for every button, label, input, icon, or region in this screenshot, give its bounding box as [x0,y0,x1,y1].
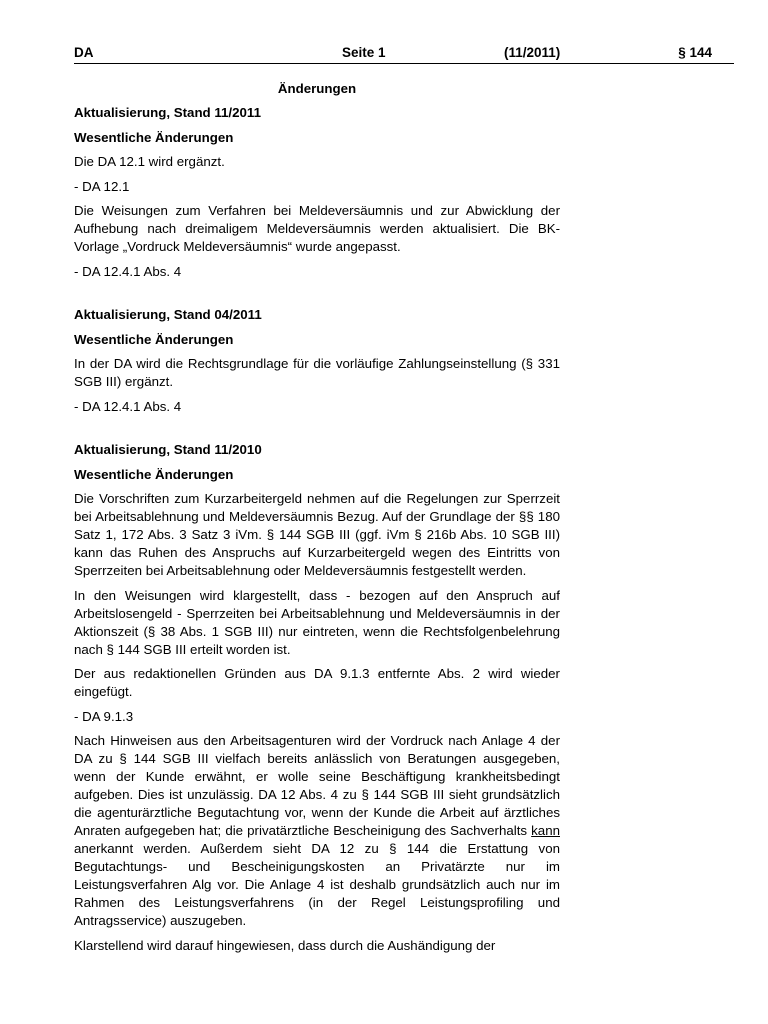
paragraph-text: anerkannt werden. Außerdem sieht DA 12 zu § 144 die Erstattung von Begutachtungs- und Bescheinigungskosten an Privatärzte nur im Leistungsverfahren Alg vor. Die Anlage 4 ist deshalb grundsätzlich auch nur im Rahmen des Leistungsverfahrens (in der Regel Leistungsprofiling und Antragsservice) auszugeben. [74,841,560,928]
document-body [74,80,560,961]
reference-line: - DA 12.4.1 Abs. 4 [74,263,182,279]
paragraph: Die DA 12.1 wird ergänzt. [74,154,225,169]
reference-line: - DA 9.1.3 [74,708,134,724]
section-subheading: Wesentliche Änderungen [74,331,234,347]
section-subheading: Wesentliche Änderungen [74,129,234,145]
paragraph: In den Weisungen wird klargestellt, dass - bezogen auf den Anspruch auf Arbeitslosengeld - Sperrzeiten bei Arbeitsablehnung und Meldeversäumnis in der Aktionszeit (§ 38 Abs. 1 SGB III) nur eintreten, wenn die Rechtsfolgenbelehrung nach § 144 SGB III erteilt worden ist. [74,587,560,657]
header-da-label: DA [74,45,94,60]
reference-line: - DA 12.4.1 Abs. 4 [74,398,182,414]
header-page-number: Seite 1 [342,45,386,60]
header-date: (11/2011) [504,45,561,60]
page-header [74,44,734,64]
paragraph: Die Vorschriften zum Kurzarbeitergeld nehmen auf die Regelungen zur Sperrzeit bei Arbeitsablehnung und Meldeversäumnis Bezug. Auf der Grundlage der §§ 180 Satz 1, 172 Abs. 3 Satz 3 iVm. § 144 SGB III (ggf. iVm § 216b Abs. 10 SGB III) kann das Ruhen des Anspruchs auf Kurzarbeitergeld wegen des Eintritts von Sperrzeiten bei Arbeitsablehnung oder Meldeversäumnis festgestellt werden. [74,491,560,578]
paragraph-text: Nach Hinweisen aus den Arbeitsagenturen wird der Vordruck nach Anlage 4 der DA zu § 144 SGB III vielfach bereits anlässlich von Beratungen ausgegeben, wenn der Kunde erwähnt, er wolle seine Beschäftigung krankheitsbedingt aufgeben. Dies ist unzulässig. DA 12 Abs. 4 zu § 144 SGB III sieht grundsätzlich die agenturärztliche Begutachtung vor, wenn der Kunde die Arbeit auf ärztliches Anraten aufgegeben hat; die privatärztliche Bescheinigung des Sachverhalts [74,733,560,838]
page-title: Änderungen [277,81,357,96]
section-heading: Aktualisierung, Stand 11/2010 [74,442,262,457]
paragraph: Die Weisungen zum Verfahren bei Meldeversäumnis und zur Abwicklung der Aufhebung nach dreimaligem Meldeversäumnis werden aktualisiert. Die BK-Vorlage „Vordruck Meldeversäumnis“ wurde angepasst. [74,203,560,254]
section-heading: Aktualisierung, Stand 11/2011 [74,105,261,120]
section-subheading: Wesentliche Änderungen [74,466,234,482]
underlined-word: kann [531,823,560,838]
header-section-number: § 144 [678,45,712,60]
reference-line: - DA 12.1 [74,178,130,194]
paragraph: Der aus redaktionellen Gründen aus DA 9.1.3 entfernte Abs. 2 wird wieder eingefügt. [74,666,560,699]
paragraph-continued: Klarstellend wird darauf hingewiesen, dass durch die Aushändigung der [74,937,496,953]
paragraph [74,732,560,930]
paragraph: In der DA wird die Rechtsgrundlage für die vorläufige Zahlungseinstellung (§ 331 SGB III) ergänzt. [74,356,560,389]
section-heading: Aktualisierung, Stand 04/2011 [74,307,262,322]
